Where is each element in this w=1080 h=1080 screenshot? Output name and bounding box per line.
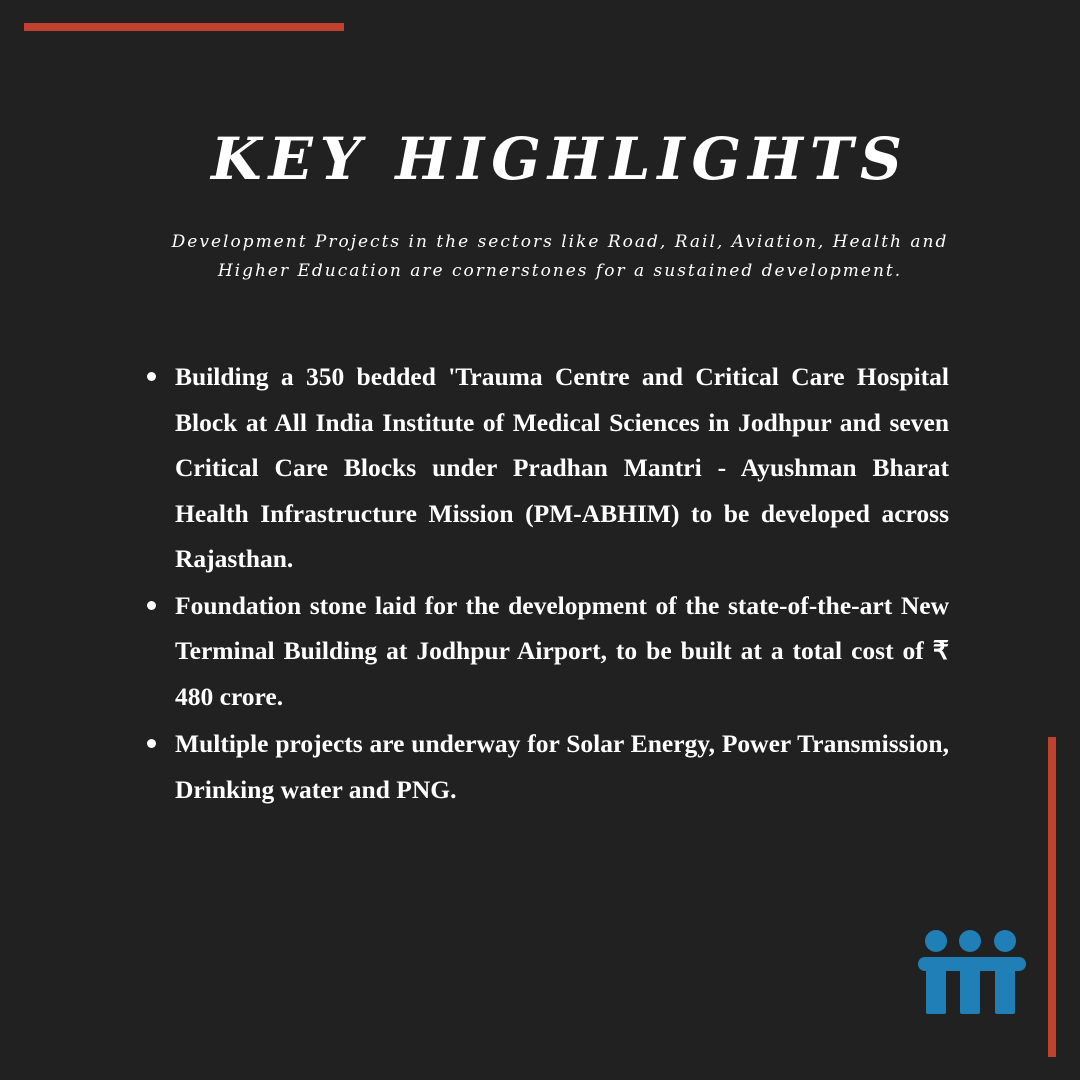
three-people-logo-icon — [918, 928, 1026, 1014]
highlight-item — [144, 583, 949, 720]
top-accent-bar — [24, 23, 344, 31]
page-title: KEY HIGHLIGHTS — [211, 125, 909, 193]
side-accent-bar — [1048, 737, 1056, 1057]
highlight-item — [144, 354, 949, 582]
highlight-text: Foundation stone laid for the development of the state-of-the-art New Terminal Building at Jodhpur Airport, to be built at a total cost of ₹ 480 crore. — [175, 590, 949, 711]
highlight-text: Building a 350 bedded 'Trauma Centre and Critical Care Hospital Block at All India Institute of Medical Sciences in Jodhpur and seven Critical Care Blocks under Pradhan Mantri - Ayushman Bharat Health Infrastructure Mission (PM-ABHIM) to be developed across Rajasthan. — [175, 362, 949, 573]
bullet-icon — [147, 601, 156, 610]
bullet-icon — [147, 372, 156, 381]
highlight-text: Multiple projects are underway for Solar Energy, Power Transmission, Drinking water and PNG. — [175, 729, 949, 804]
highlight-item — [144, 721, 949, 812]
bullet-icon — [147, 739, 156, 748]
highlights-list — [144, 354, 949, 812]
page-subtitle: Development Projects in the sectors like Road, Rail, Aviation, Health and Higher Education are cornerstones for a sustained development. — [171, 232, 949, 281]
